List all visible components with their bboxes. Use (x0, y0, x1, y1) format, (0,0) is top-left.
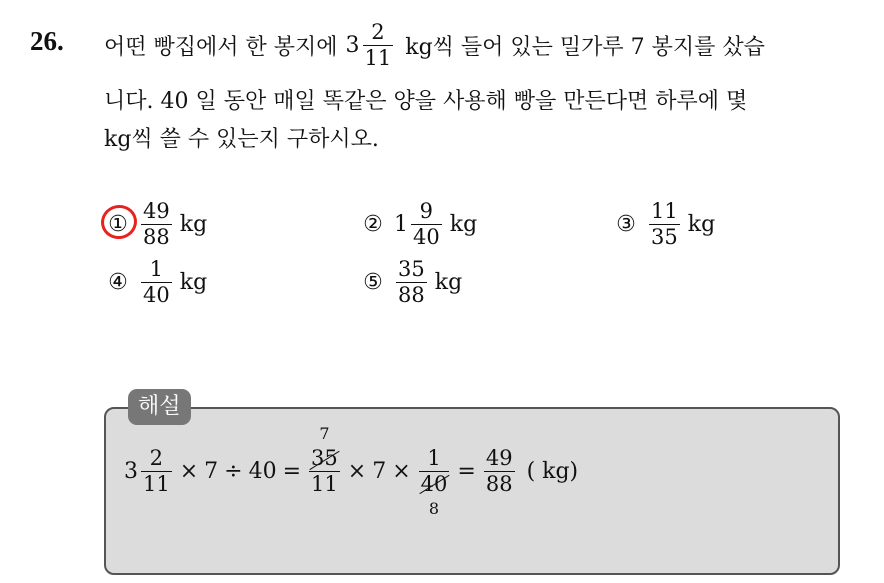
times-sign: × (347, 459, 367, 484)
choice-unit: kg (434, 270, 463, 295)
choice-5[interactable] (358, 259, 462, 306)
fraction (649, 201, 680, 248)
fraction (141, 448, 172, 495)
choice-4[interactable] (103, 259, 207, 306)
question-text: kg씩 쓸 수 있는지 구하시오. (104, 127, 379, 152)
mixed-fraction (346, 22, 396, 69)
question-line-3 (104, 122, 379, 153)
fraction-numerator: 1 (149, 257, 164, 281)
fraction (484, 448, 515, 495)
fraction-denominator: 40 (413, 225, 440, 249)
fraction-denominator: 40 (143, 283, 170, 307)
choice-2[interactable] (358, 201, 477, 248)
fraction-denominator: 11 (143, 472, 170, 496)
equals-sign: = (282, 459, 302, 484)
question-line-2 (104, 84, 747, 115)
number: 40 (248, 459, 277, 484)
fraction-numerator: 35 (398, 257, 425, 281)
fraction-numerator: 2 (371, 20, 385, 44)
choice-mark: ③ (616, 212, 636, 237)
question-text: 어떤 빵집에서 한 봉지에 (104, 35, 338, 60)
choice-1[interactable] (103, 201, 207, 248)
number: 7 (372, 459, 387, 484)
number: 40 (420, 472, 448, 496)
unit-label: ( kg) (526, 459, 579, 484)
choice-mark: ② (363, 212, 383, 237)
fraction (141, 259, 172, 306)
solution-badge: 해설 (128, 389, 191, 425)
choice-unit: kg (179, 270, 208, 295)
divide-sign: ÷ (224, 459, 243, 484)
choice-3[interactable] (611, 201, 715, 248)
fraction-numerator: 11 (651, 199, 678, 223)
question-line-1 (104, 22, 765, 69)
fraction-numerator: 2 (149, 446, 164, 470)
times-sign: × (179, 459, 199, 484)
choice-mark: ① (108, 212, 128, 237)
fraction-denominator: 88 (485, 472, 513, 496)
fraction (141, 201, 172, 248)
fraction-denominator: 35 (651, 225, 678, 249)
fraction-numerator: 9 (419, 199, 434, 223)
times-sign: × (392, 459, 411, 484)
fraction-numerator: 49 (143, 199, 170, 223)
solution-equation (124, 424, 579, 518)
question-number: 26. (30, 26, 64, 56)
number: 35 (311, 446, 338, 470)
fraction (396, 259, 427, 306)
fraction (363, 22, 394, 69)
fraction-numerator: 49 (485, 446, 513, 470)
fraction (419, 446, 450, 518)
fraction-whole: 3 (345, 32, 360, 58)
choice-unit: kg (179, 212, 208, 237)
cancelled-denominator (419, 471, 450, 518)
fraction-denominator: 11 (364, 46, 392, 70)
fraction-denominator: 11 (311, 472, 338, 496)
choice-unit: kg (687, 212, 716, 237)
fraction-whole: 1 (394, 212, 408, 237)
choice-mark: ④ (108, 270, 128, 295)
cancelled-numerator (309, 424, 340, 471)
fraction-whole: 3 (124, 459, 138, 484)
fraction-numerator: 1 (427, 446, 441, 470)
choice-unit: kg (449, 212, 478, 237)
reduced-numerator: 7 (319, 424, 330, 443)
fraction (411, 201, 442, 248)
question-text: kg씩 들어 있는 밀가루 7 봉지를 샀습 (405, 35, 765, 60)
fraction (309, 424, 340, 496)
equals-sign: = (457, 459, 476, 484)
choice-mark: ⑤ (363, 270, 383, 295)
fraction-denominator: 88 (143, 225, 170, 249)
reduced-denominator: 8 (428, 499, 440, 518)
question-text: 니다. 40 일 동안 매일 똑같은 양을 사용해 빵을 만든다면 하루에 몇 (104, 89, 748, 114)
fraction-denominator: 88 (398, 283, 425, 307)
number: 7 (204, 459, 219, 484)
